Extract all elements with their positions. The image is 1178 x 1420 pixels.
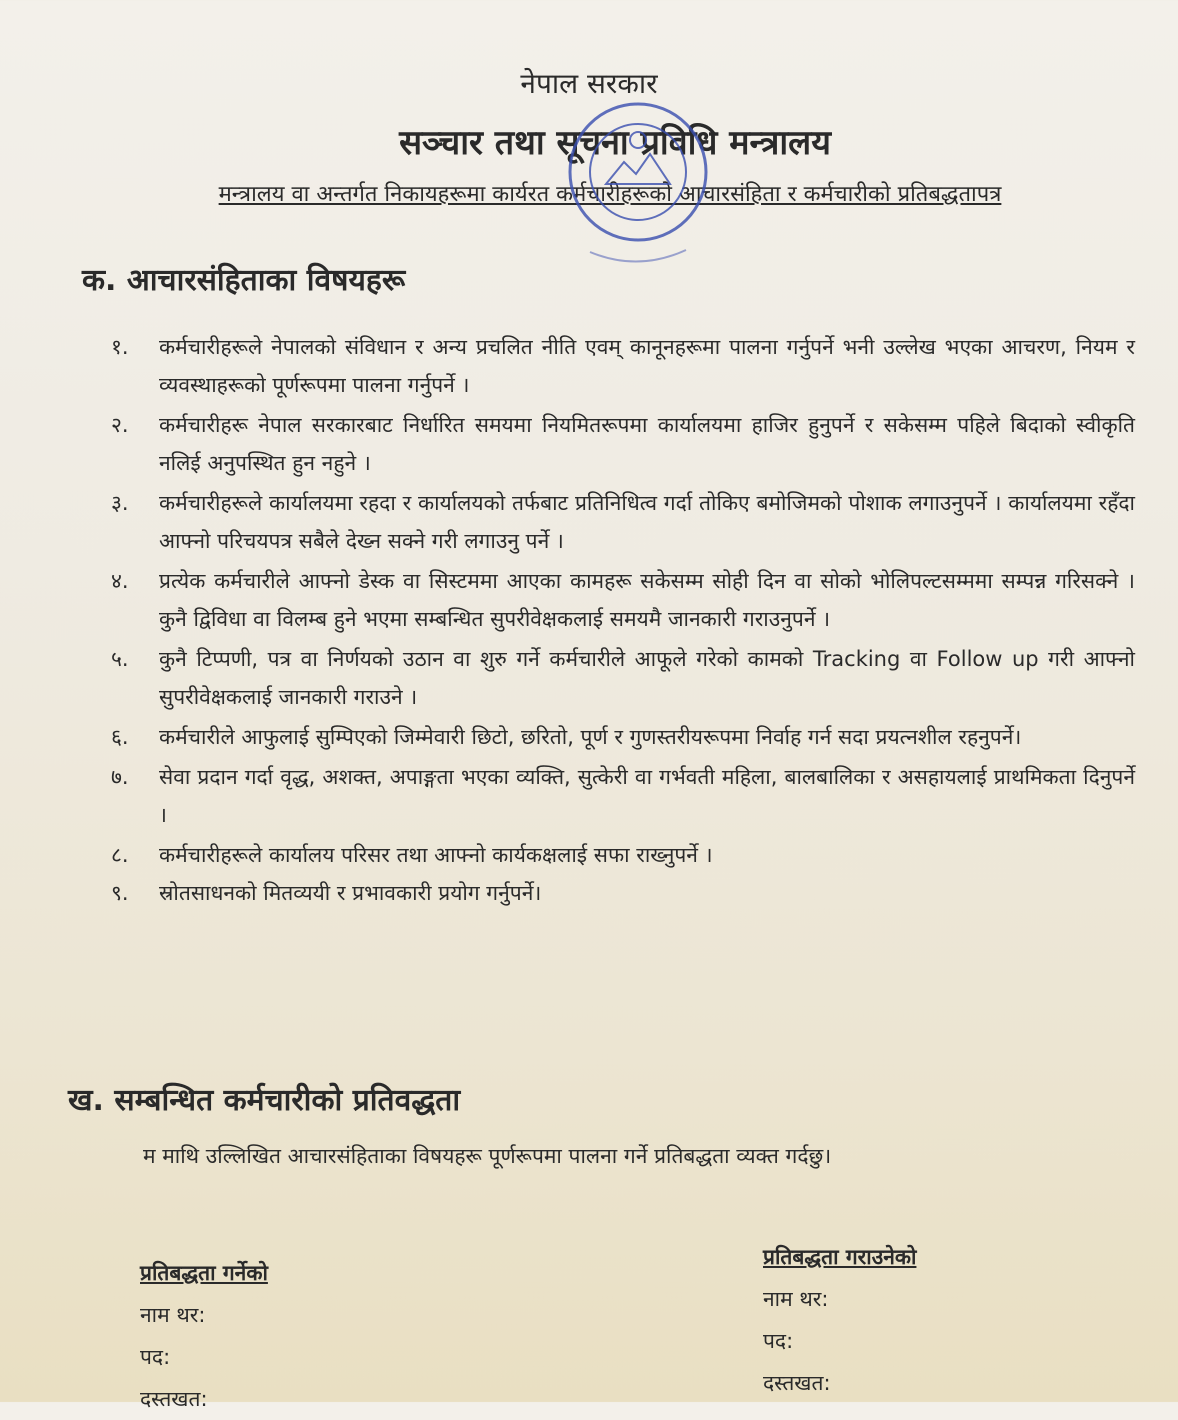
signature-block-supervisor (763, 1236, 916, 1404)
section-b-heading: ख. सम्बन्धित कर्मचारीको प्रतिवद्धता (68, 1083, 461, 1118)
ministry-title: सञ्चार तथा सूचना प्रविधि मन्त्रालय (399, 123, 831, 163)
government-title: नेपाल सरकार (520, 67, 658, 100)
list-item: ७. सेवा प्रदान गर्दा वृद्ध, अशक्त, अपाङ्गता भएका व्यक्ति, सुत्केरी वा गर्भवती महिला, बालबालिका र असहायलाई प्राथमिकता दिनुपर्ने । (111, 765, 1135, 827)
code-of-conduct-list (105, 328, 1135, 912)
ministry-seal-stamp (528, 92, 748, 282)
signature-field-label: दस्तखत: (763, 1371, 831, 1395)
signature-block-title: प्रतिबद्धता गर्नेको (140, 1261, 268, 1285)
name-field-label: नाम थर: (140, 1303, 206, 1327)
list-item: १. कर्मचारीहरूले नेपालको संविधान र अन्य प्रचलित नीति एवम् कानूनहरूमा पालना गर्नुपर्ने भनी उल्लेख भएका आचरण, नियम र व्यवस्थाहरूको पूर्णरूपमा पालना गर्नुपर्ने । (111, 335, 1135, 397)
list-item: ५. कुनै टिप्पणी, पत्र वा निर्णयको उठान वा शुरु गर्ने कर्मचारीले आफूले गरेको कामको Tracking वा Follow up गरी आफ्नो सुपरीवेक्षकलाई जानकारी गराउने । (111, 647, 1135, 709)
signature-block-title: प्रतिबद्धता गराउनेको (763, 1245, 917, 1269)
signature-field-label: दस्तखत: (140, 1387, 208, 1411)
post-field-label: पद: (763, 1329, 794, 1353)
post-field-label: पद: (140, 1345, 171, 1369)
document-subtitle: मन्त्रालय वा अन्तर्गत निकायहरूमा कार्यरत कर्मचारीहरूको आचारसंहिता र कर्मचारीको प्रतिबद्धतापत्र (218, 182, 1002, 207)
section-a-heading: क. आचारसंहिताका विषयहरू (82, 263, 406, 298)
signature-block-committer (140, 1252, 268, 1420)
list-item: ३. कर्मचारीहरूले कार्यालयमा रहदा र कार्यालयको तर्फबाट प्रतिनिधित्व गर्दा तोकिए बमोजिमको पोशाक लगाउनुपर्ने । कार्यालयमा रहँदा आफ्नो परिचयपत्र सबैले देख्न सक्ने गरी लगाउनु पर्ने । (111, 491, 1135, 553)
list-item: ८. कर्मचारीहरूले कार्यालय परिसर तथा आफ्नो कार्यकक्षलाई सफा राख्नुपर्ने । (111, 843, 713, 867)
list-item: ६. कर्मचारीले आफुलाई सुम्पिएको जिम्मेवारी छिटो, छरितो, पूर्ण र गुणस्तरीयरूपमा निर्वाह गर्न सदा प्रयत्नशील रहनुपर्ने। (111, 725, 1022, 749)
name-field-label: नाम थर: (763, 1287, 829, 1311)
list-item: ४. प्रत्येक कर्मचारीले आफ्नो डेस्क वा सिस्टममा आएका कामहरू सकेसम्म सोही दिन वा सोको भोलिपल्टसम्ममा सम्पन्न गरिसक्ने । कुनै द्विविधा वा विलम्ब हुने भएमा सम्बन्धित सुपरीवेक्षकलाई समयमै जानकारी गराउनुपर्ने । (111, 569, 1135, 631)
list-item: ९. स्रोतसाधनको मितव्ययी र प्रभावकारी प्रयोग गर्नुपर्ने। (111, 881, 542, 905)
commitment-statement: म माथि उल्लिखित आचारसंहिताका विषयहरू पूर्णरूपमा पालना गर्ने प्रतिबद्धता व्यक्त गर्दछु। (143, 1144, 832, 1168)
list-item: २. कर्मचारीहरू नेपाल सरकारबाट निर्धारित समयमा नियमितरूपमा कार्यालयमा हाजिर हुनुपर्ने र सकेसम्म पहिले बिदाको स्वीकृति नलिई अनुपस्थित हुन नहुने । (111, 413, 1135, 475)
